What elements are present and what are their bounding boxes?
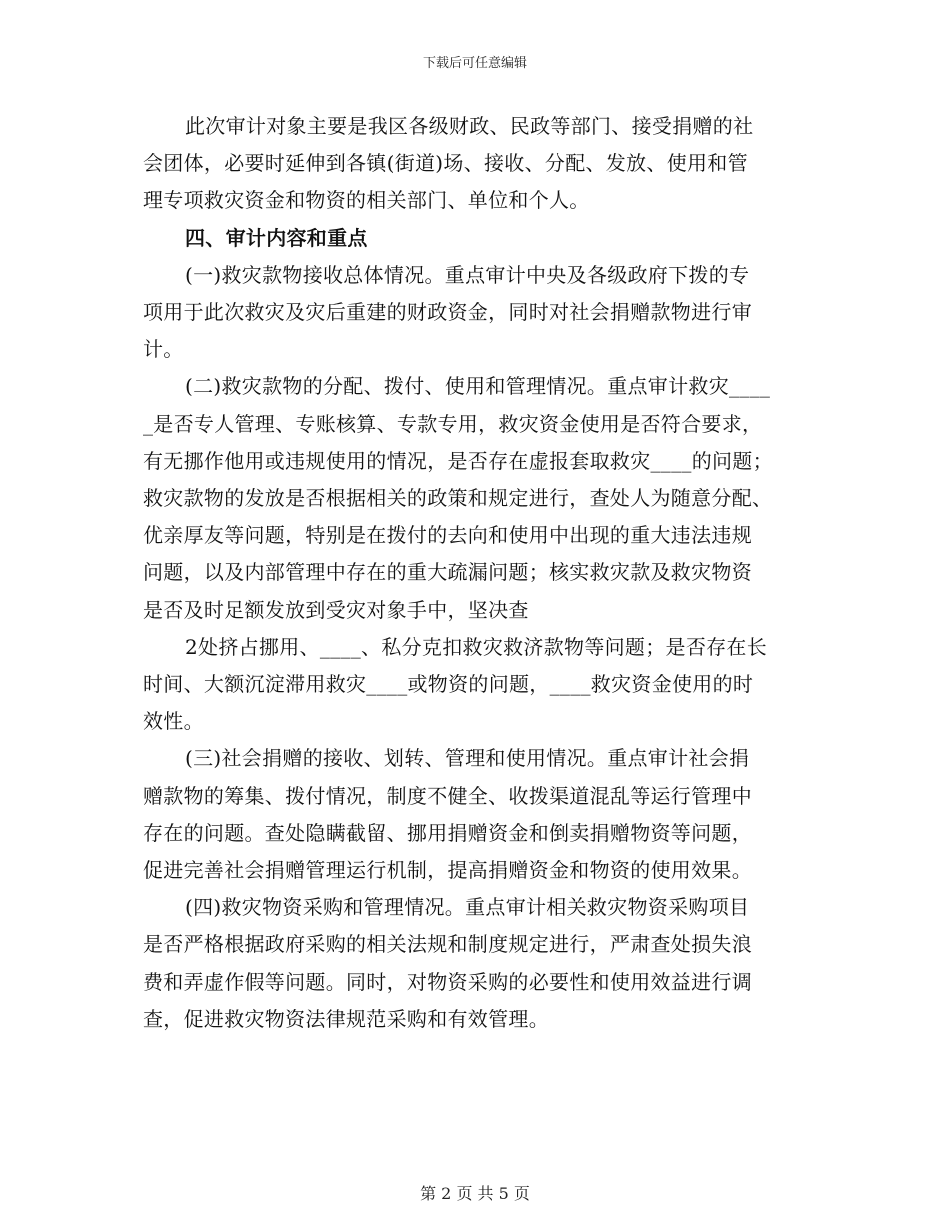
heading-text: 四、审计内容和重点	[185, 225, 368, 250]
text-line: 有无挪作他用或违规使用的情况，是否存在虚报套取救灾____的问题；	[143, 448, 773, 473]
text-line: 效性。	[143, 709, 204, 734]
text-line: 理专项救灾资金和物资的相关部门、单位和个人。	[143, 188, 590, 213]
text-line: 项用于此次救灾及灾后重建的财政资金，同时对社会捐赠款物进行审	[143, 300, 752, 325]
text-line: 优亲厚友等问题，特别是在拨付的去向和使用中出现的重大违法违规	[143, 523, 752, 548]
text-line: 问题，以及内部管理中存在的重大疏漏问题；核实救灾款及救灾物资	[143, 560, 752, 585]
text-line: 时间、大额沉淀滞用救灾____或物资的问题，____救灾资金使用的时	[143, 672, 754, 697]
text-line: 救灾款物的发放是否根据相关的政策和规定进行，查处人为随意分配、	[143, 486, 773, 511]
text-line: (一)救灾款物接收总体情况。重点审计中央及各级政府下拨的专	[185, 262, 750, 287]
text-line: 是否严格根据政府采购的相关法规和制度规定进行，严肃查处损失浪	[143, 932, 752, 957]
page-header: 下载后可任意编辑	[422, 56, 527, 71]
text-line: _是否专人管理、专账核算、专款专用，救灾资金使用是否符合要求，	[143, 411, 763, 436]
paragraph-item-2	[143, 368, 813, 628]
section-heading	[143, 220, 813, 257]
text-line: 是否及时足额发放到受灾对象手中，坚决查	[143, 597, 529, 622]
paragraph-item-4	[143, 889, 813, 1038]
paragraph-item-1	[143, 257, 813, 369]
page-footer: 第 2 页 共 5 页	[420, 1184, 530, 1203]
text-line: 存在的问题。查处隐瞒截留、挪用捐赠资金和倒卖捐赠物资等问题，	[143, 820, 752, 845]
paragraph-item-3	[143, 740, 813, 889]
document-body	[143, 108, 813, 1038]
text-line: (二)救灾款物的分配、拨付、使用和管理情况。重点审计救灾____	[185, 374, 771, 399]
text-line: (四)救灾物资采购和管理情况。重点审计相关救灾物资采购项目	[185, 895, 750, 920]
text-line: 促进完善社会捐赠管理运行机制，提高捐赠资金和物资的使用效果。	[143, 858, 752, 883]
text-line: 此次审计对象主要是我区各级财政、民政等部门、接受捐赠的社	[185, 114, 754, 138]
paragraph-item-2-continued	[143, 629, 813, 741]
text-line: 计。	[143, 337, 184, 362]
text-line: 2处挤占挪用、____、私分克扣救灾救济款物等问题；是否存在长	[185, 634, 768, 659]
text-line: 会团体，必要时延伸到各镇(街道)场、接收、分配、发放、使用和管	[143, 151, 748, 176]
text-line: 赠款物的筹集、拨付情况，制度不健全、收拨渠道混乱等运行管理中	[143, 783, 752, 808]
paragraph-audit-scope	[143, 108, 813, 220]
text-line: 查，促进救灾物资法律规范采购和有效管理。	[143, 1006, 549, 1031]
text-line: (三)社会捐赠的接收、划转、管理和使用情况。重点审计社会捐	[185, 746, 750, 771]
text-line: 费和弄虚作假等问题。同时，对物资采购的必要性和使用效益进行调	[143, 969, 752, 994]
